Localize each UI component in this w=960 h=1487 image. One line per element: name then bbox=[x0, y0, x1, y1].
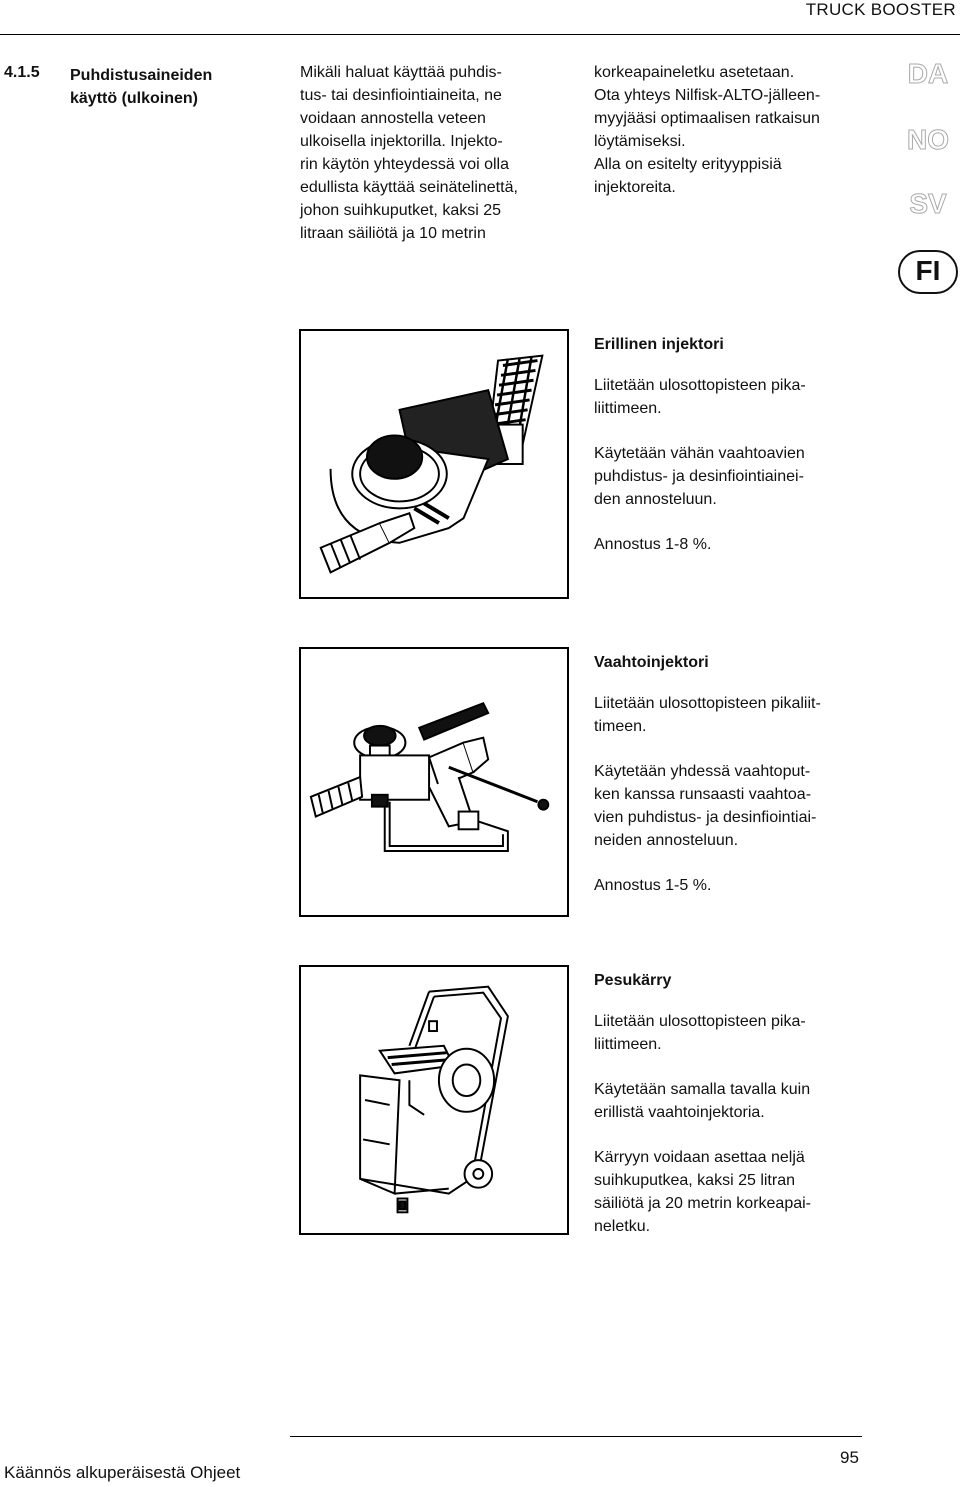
intro-line: Alla on esitelty erityyppisiä bbox=[594, 156, 782, 173]
item-paragraph bbox=[594, 1078, 884, 1124]
language-tab-fi-active[interactable]: FI bbox=[898, 250, 958, 294]
separate-injector-drawing bbox=[301, 331, 567, 597]
item-block bbox=[594, 654, 884, 897]
item-line: den annosteluun. bbox=[594, 491, 717, 508]
item-paragraph bbox=[594, 1146, 884, 1238]
intro-line: johon suihkuputket, kaksi 25 bbox=[300, 202, 502, 219]
intro-line: korkeapaineletku asetetaan. bbox=[594, 64, 795, 81]
injector-illustration bbox=[299, 329, 569, 599]
header-title: TRUCK BOOSTER bbox=[805, 0, 956, 19]
item-line: Käytetään samalla tavalla kuin bbox=[594, 1081, 811, 1098]
item-block bbox=[594, 972, 884, 1238]
item-title: Vaahtoinjektori bbox=[594, 654, 709, 671]
item-line: timeen. bbox=[594, 718, 647, 735]
header-rule bbox=[0, 34, 960, 35]
item-paragraph bbox=[594, 533, 884, 556]
intro-column-1 bbox=[300, 61, 570, 245]
item-line: Käytetään yhdessä vaahtoput- bbox=[594, 763, 811, 780]
item-line: Kärryyn voidaan asettaa neljä bbox=[594, 1149, 805, 1166]
item-line: Käytetään vähän vaahtoavien bbox=[594, 445, 805, 462]
item-line: erillistä vaahtoinjektoria. bbox=[594, 1104, 765, 1121]
page-number: 95 bbox=[840, 1448, 859, 1467]
item-paragraph bbox=[594, 374, 884, 420]
item-line: Liitetään ulosottopisteen pika- bbox=[594, 377, 806, 394]
item-line: liittimeen. bbox=[594, 1036, 662, 1053]
intro-column-2 bbox=[594, 61, 884, 199]
item-paragraph bbox=[594, 874, 884, 897]
language-tab-sv[interactable]: SV bbox=[909, 188, 947, 219]
intro-line: ulkoisella injektorilla. Injekto- bbox=[300, 133, 503, 150]
item-paragraph bbox=[594, 760, 884, 852]
foam-injector-illustration bbox=[299, 647, 569, 917]
intro-line: rin käytön yhteydessä voi olla bbox=[300, 156, 509, 173]
intro-line: injektoreita. bbox=[594, 179, 676, 196]
item-line: Liitetään ulosottopisteen pika- bbox=[594, 1013, 806, 1030]
language-tab-no[interactable]: NO bbox=[907, 124, 949, 155]
item-block bbox=[594, 336, 884, 556]
item-line: neletku. bbox=[594, 1218, 651, 1235]
footer-rule bbox=[290, 1436, 862, 1437]
item-line: vien puhdistus- ja desinfiointiai- bbox=[594, 809, 817, 826]
intro-line: tus- tai desinfiointiaineita, ne bbox=[300, 87, 502, 104]
section-number: 4.1.5 bbox=[4, 64, 40, 81]
item-line: Annostus 1-8 %. bbox=[594, 536, 712, 553]
item-paragraph bbox=[594, 442, 884, 511]
item-title: Pesukärry bbox=[594, 972, 672, 989]
language-tab-da[interactable]: DA bbox=[907, 58, 949, 89]
intro-line: myyjääsi optimaalisen ratkaisun bbox=[594, 110, 820, 127]
intro-line: Ota yhteys Nilfisk-ALTO-jälleen- bbox=[594, 87, 821, 104]
item-line: ken kanssa runsaasti vaahtoa- bbox=[594, 786, 812, 803]
item-line: säiliötä ja 20 metrin korkeapai- bbox=[594, 1195, 811, 1212]
intro-line: voidaan annostella veteen bbox=[300, 110, 486, 127]
item-line: liittimeen. bbox=[594, 400, 662, 417]
cart-illustration bbox=[299, 965, 569, 1235]
intro-line: Mikäli haluat käyttää puhdis- bbox=[300, 64, 502, 81]
item-paragraph bbox=[594, 1010, 884, 1056]
item-line: Annostus 1-5 %. bbox=[594, 877, 712, 894]
intro-line: edullista käyttää seinätelinettä, bbox=[300, 179, 518, 196]
intro-line: litraan säiliötä ja 10 metrin bbox=[300, 225, 486, 242]
section-title bbox=[70, 64, 270, 110]
intro-line: löytämiseksi. bbox=[594, 133, 686, 150]
item-line: suihkuputkea, kaksi 25 litran bbox=[594, 1172, 795, 1189]
section-title-line: käyttö (ulkoinen) bbox=[70, 90, 199, 107]
item-paragraph bbox=[594, 692, 884, 738]
section-title-line: Puhdistusaineiden bbox=[70, 67, 213, 84]
foam-injector-drawing bbox=[301, 649, 567, 915]
item-line: neiden annosteluun. bbox=[594, 832, 739, 849]
item-line: puhdistus- ja desinfiointiainei- bbox=[594, 468, 804, 485]
item-line: Liitetään ulosottopisteen pikaliit- bbox=[594, 695, 821, 712]
item-title: Erillinen injektori bbox=[594, 336, 724, 353]
footer-text: Käännös alkuperäisestä Ohjeet bbox=[4, 1463, 241, 1482]
washing-cart-drawing bbox=[301, 967, 567, 1233]
